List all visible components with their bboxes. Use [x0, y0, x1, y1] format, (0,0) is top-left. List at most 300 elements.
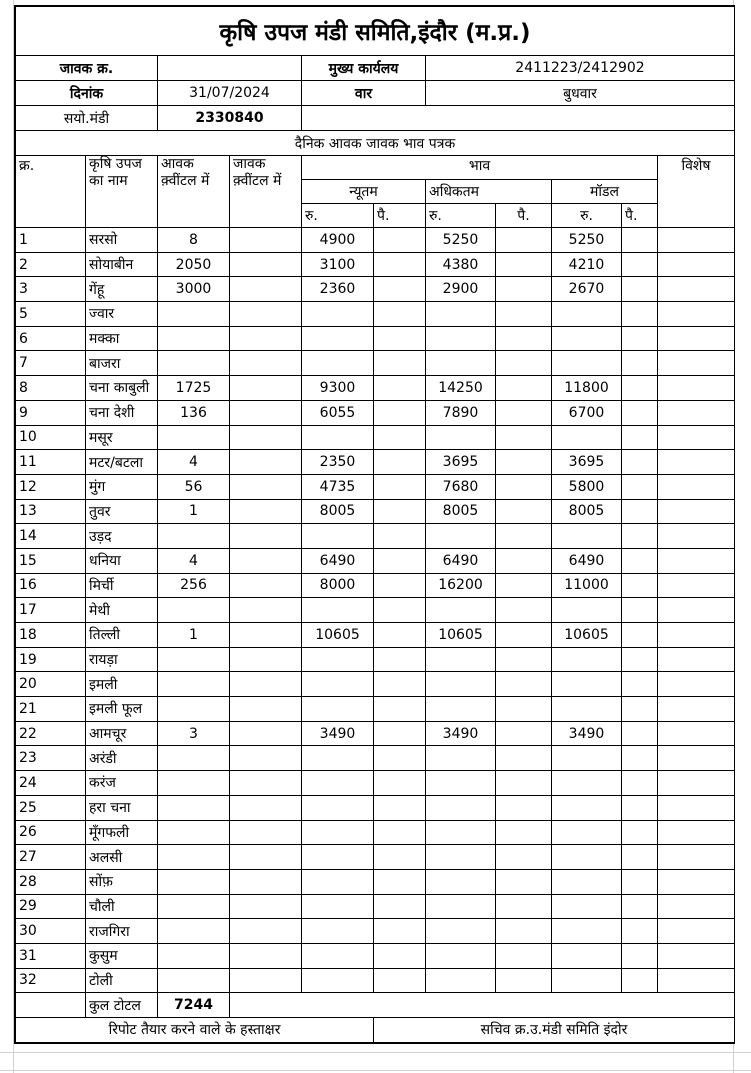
- row-min-rs[interactable]: [302, 771, 374, 796]
- row-produce-name[interactable]: कुसुम: [86, 943, 158, 968]
- row-remark[interactable]: [658, 499, 735, 524]
- row-model-paise[interactable]: [622, 820, 658, 845]
- row-max-paise[interactable]: [496, 302, 552, 327]
- row-sr[interactable]: 17: [16, 598, 86, 623]
- row-produce-name[interactable]: मिर्ची: [86, 573, 158, 598]
- row-max-paise[interactable]: [496, 573, 552, 598]
- row-min-rs[interactable]: [302, 894, 374, 919]
- row-min-paise[interactable]: [374, 326, 426, 351]
- row-remark[interactable]: [658, 869, 735, 894]
- row-min-rs[interactable]: [302, 647, 374, 672]
- row-model-paise[interactable]: [622, 623, 658, 648]
- row-max-rs[interactable]: [426, 425, 496, 450]
- row-remark[interactable]: [658, 746, 735, 771]
- row-produce-name[interactable]: चना देशी: [86, 400, 158, 425]
- row-max-paise[interactable]: [496, 721, 552, 746]
- row-model-paise[interactable]: [622, 524, 658, 549]
- row-model-paise[interactable]: [622, 721, 658, 746]
- row-model-rs[interactable]: [552, 795, 622, 820]
- row-sr[interactable]: 14: [16, 524, 86, 549]
- row-sr[interactable]: 13: [16, 499, 86, 524]
- row-max-rs[interactable]: [426, 820, 496, 845]
- row-min-paise[interactable]: [374, 795, 426, 820]
- row-remark[interactable]: [658, 277, 735, 302]
- row-model-paise[interactable]: [622, 450, 658, 475]
- row-min-rs[interactable]: 6055: [302, 400, 374, 425]
- row-dispatch[interactable]: [230, 277, 302, 302]
- row-min-paise[interactable]: [374, 968, 426, 993]
- row-remark[interactable]: [658, 771, 735, 796]
- row-sr[interactable]: 15: [16, 548, 86, 573]
- row-model-rs[interactable]: [552, 672, 622, 697]
- row-dispatch[interactable]: [230, 968, 302, 993]
- row-model-rs[interactable]: 6700: [552, 400, 622, 425]
- row-min-paise[interactable]: [374, 524, 426, 549]
- row-max-paise[interactable]: [496, 326, 552, 351]
- row-dispatch[interactable]: [230, 548, 302, 573]
- row-min-rs[interactable]: [302, 598, 374, 623]
- row-max-paise[interactable]: [496, 943, 552, 968]
- row-max-paise[interactable]: [496, 647, 552, 672]
- row-sr[interactable]: 28: [16, 869, 86, 894]
- row-arrival[interactable]: [158, 771, 230, 796]
- row-min-paise[interactable]: [374, 746, 426, 771]
- row-remark[interactable]: [658, 548, 735, 573]
- row-model-rs[interactable]: 5250: [552, 228, 622, 253]
- row-model-paise[interactable]: [622, 425, 658, 450]
- row-arrival[interactable]: 1: [158, 499, 230, 524]
- row-model-rs[interactable]: [552, 869, 622, 894]
- row-min-paise[interactable]: [374, 919, 426, 944]
- row-arrival[interactable]: 4: [158, 548, 230, 573]
- row-produce-name[interactable]: अलसी: [86, 845, 158, 870]
- row-max-paise[interactable]: [496, 351, 552, 376]
- row-remark[interactable]: [658, 894, 735, 919]
- row-sr[interactable]: 7: [16, 351, 86, 376]
- row-min-rs[interactable]: [302, 869, 374, 894]
- row-model-paise[interactable]: [622, 795, 658, 820]
- row-dispatch[interactable]: [230, 697, 302, 722]
- row-min-paise[interactable]: [374, 672, 426, 697]
- row-max-rs[interactable]: [426, 326, 496, 351]
- row-model-paise[interactable]: [622, 474, 658, 499]
- row-model-paise[interactable]: [622, 252, 658, 277]
- row-model-paise[interactable]: [622, 400, 658, 425]
- row-produce-name[interactable]: सोंफ़: [86, 869, 158, 894]
- row-model-rs[interactable]: [552, 845, 622, 870]
- row-remark[interactable]: [658, 598, 735, 623]
- row-model-rs[interactable]: [552, 943, 622, 968]
- row-arrival[interactable]: 3: [158, 721, 230, 746]
- row-model-paise[interactable]: [622, 302, 658, 327]
- row-sr[interactable]: 1: [16, 228, 86, 253]
- row-dispatch[interactable]: [230, 647, 302, 672]
- javak-value[interactable]: [158, 56, 302, 81]
- row-model-paise[interactable]: [622, 376, 658, 401]
- row-min-paise[interactable]: [374, 894, 426, 919]
- row-model-paise[interactable]: [622, 697, 658, 722]
- row-min-paise[interactable]: [374, 771, 426, 796]
- row-max-paise[interactable]: [496, 894, 552, 919]
- row-model-rs[interactable]: [552, 351, 622, 376]
- row-arrival[interactable]: 1: [158, 623, 230, 648]
- row-produce-name[interactable]: सोयाबीन: [86, 252, 158, 277]
- row-max-paise[interactable]: [496, 450, 552, 475]
- row-arrival[interactable]: [158, 326, 230, 351]
- row-min-rs[interactable]: 9300: [302, 376, 374, 401]
- row-min-rs[interactable]: 3100: [302, 252, 374, 277]
- row-remark[interactable]: [658, 697, 735, 722]
- row-min-paise[interactable]: [374, 376, 426, 401]
- row-max-paise[interactable]: [496, 672, 552, 697]
- row-model-paise[interactable]: [622, 499, 658, 524]
- row-min-rs[interactable]: [302, 820, 374, 845]
- row-min-paise[interactable]: [374, 252, 426, 277]
- row-produce-name[interactable]: मटर/बटला: [86, 450, 158, 475]
- row-max-rs[interactable]: [426, 746, 496, 771]
- row-max-rs[interactable]: 16200: [426, 573, 496, 598]
- row-min-rs[interactable]: 4735: [302, 474, 374, 499]
- row-model-paise[interactable]: [622, 228, 658, 253]
- row-model-paise[interactable]: [622, 351, 658, 376]
- row-max-paise[interactable]: [496, 400, 552, 425]
- row-max-rs[interactable]: 10605: [426, 623, 496, 648]
- row-remark[interactable]: [658, 450, 735, 475]
- row-produce-name[interactable]: ज्वार: [86, 302, 158, 327]
- row-model-rs[interactable]: [552, 326, 622, 351]
- row-model-paise[interactable]: [622, 869, 658, 894]
- row-dispatch[interactable]: [230, 919, 302, 944]
- row-min-paise[interactable]: [374, 450, 426, 475]
- row-model-rs[interactable]: 3490: [552, 721, 622, 746]
- row-min-rs[interactable]: [302, 943, 374, 968]
- row-arrival[interactable]: [158, 351, 230, 376]
- row-max-paise[interactable]: [496, 499, 552, 524]
- row-min-paise[interactable]: [374, 573, 426, 598]
- row-dispatch[interactable]: [230, 450, 302, 475]
- row-sr[interactable]: 10: [16, 425, 86, 450]
- row-model-rs[interactable]: [552, 425, 622, 450]
- row-sr[interactable]: 2: [16, 252, 86, 277]
- row-min-rs[interactable]: 6490: [302, 548, 374, 573]
- row-sr[interactable]: 30: [16, 919, 86, 944]
- row-min-paise[interactable]: [374, 548, 426, 573]
- row-produce-name[interactable]: अरंडी: [86, 746, 158, 771]
- row-sr[interactable]: 16: [16, 573, 86, 598]
- row-produce-name[interactable]: धनिया: [86, 548, 158, 573]
- row-model-paise[interactable]: [622, 548, 658, 573]
- row-dispatch[interactable]: [230, 376, 302, 401]
- row-dispatch[interactable]: [230, 598, 302, 623]
- row-dispatch[interactable]: [230, 771, 302, 796]
- row-arrival[interactable]: 256: [158, 573, 230, 598]
- row-model-rs[interactable]: [552, 771, 622, 796]
- row-model-rs[interactable]: [552, 894, 622, 919]
- row-model-paise[interactable]: [622, 672, 658, 697]
- row-min-rs[interactable]: [302, 845, 374, 870]
- row-arrival[interactable]: [158, 820, 230, 845]
- row-produce-name[interactable]: टोली: [86, 968, 158, 993]
- row-min-paise[interactable]: [374, 697, 426, 722]
- row-sr[interactable]: 3: [16, 277, 86, 302]
- row-dispatch[interactable]: [230, 820, 302, 845]
- row-min-rs[interactable]: [302, 968, 374, 993]
- row-max-paise[interactable]: [496, 820, 552, 845]
- row-min-paise[interactable]: [374, 721, 426, 746]
- row-max-rs[interactable]: [426, 894, 496, 919]
- date-value[interactable]: 31/07/2024: [158, 81, 302, 106]
- row-model-rs[interactable]: 10605: [552, 623, 622, 648]
- row-produce-name[interactable]: चना काबुली: [86, 376, 158, 401]
- row-max-rs[interactable]: [426, 845, 496, 870]
- row-max-rs[interactable]: [426, 869, 496, 894]
- row-dispatch[interactable]: [230, 845, 302, 870]
- row-arrival[interactable]: [158, 524, 230, 549]
- row-model-rs[interactable]: 8005: [552, 499, 622, 524]
- row-remark[interactable]: [658, 252, 735, 277]
- row-produce-name[interactable]: मसूर: [86, 425, 158, 450]
- row-model-rs[interactable]: [552, 598, 622, 623]
- row-max-paise[interactable]: [496, 548, 552, 573]
- day-value[interactable]: बुधवार: [426, 81, 735, 106]
- row-produce-name[interactable]: करंज: [86, 771, 158, 796]
- row-dispatch[interactable]: [230, 894, 302, 919]
- row-dispatch[interactable]: [230, 943, 302, 968]
- row-remark[interactable]: [658, 474, 735, 499]
- row-dispatch[interactable]: [230, 400, 302, 425]
- office-phone[interactable]: 2411223/2412902: [426, 56, 735, 81]
- row-dispatch[interactable]: [230, 869, 302, 894]
- row-sr[interactable]: 5: [16, 302, 86, 327]
- row-max-rs[interactable]: [426, 672, 496, 697]
- row-remark[interactable]: [658, 943, 735, 968]
- row-max-paise[interactable]: [496, 869, 552, 894]
- row-arrival[interactable]: [158, 697, 230, 722]
- row-min-paise[interactable]: [374, 623, 426, 648]
- row-min-rs[interactable]: 4900: [302, 228, 374, 253]
- row-dispatch[interactable]: [230, 795, 302, 820]
- row-min-rs[interactable]: [302, 326, 374, 351]
- row-model-rs[interactable]: [552, 919, 622, 944]
- row-dispatch[interactable]: [230, 351, 302, 376]
- row-min-paise[interactable]: [374, 351, 426, 376]
- row-remark[interactable]: [658, 376, 735, 401]
- row-min-rs[interactable]: [302, 351, 374, 376]
- row-arrival[interactable]: [158, 894, 230, 919]
- row-sr[interactable]: 26: [16, 820, 86, 845]
- row-dispatch[interactable]: [230, 573, 302, 598]
- row-max-rs[interactable]: [426, 302, 496, 327]
- row-model-paise[interactable]: [622, 771, 658, 796]
- row-max-paise[interactable]: [496, 228, 552, 253]
- row-min-rs[interactable]: [302, 697, 374, 722]
- row-arrival[interactable]: [158, 746, 230, 771]
- row-dispatch[interactable]: [230, 623, 302, 648]
- row-max-rs[interactable]: 14250: [426, 376, 496, 401]
- row-max-paise[interactable]: [496, 919, 552, 944]
- row-model-paise[interactable]: [622, 845, 658, 870]
- row-remark[interactable]: [658, 968, 735, 993]
- row-max-paise[interactable]: [496, 277, 552, 302]
- row-model-rs[interactable]: [552, 302, 622, 327]
- row-arrival[interactable]: 4: [158, 450, 230, 475]
- row-remark[interactable]: [658, 845, 735, 870]
- row-min-paise[interactable]: [374, 869, 426, 894]
- row-arrival[interactable]: [158, 845, 230, 870]
- row-arrival[interactable]: [158, 425, 230, 450]
- row-sr[interactable]: 25: [16, 795, 86, 820]
- row-min-paise[interactable]: [374, 228, 426, 253]
- row-model-paise[interactable]: [622, 598, 658, 623]
- row-min-paise[interactable]: [374, 647, 426, 672]
- row-model-paise[interactable]: [622, 277, 658, 302]
- row-min-rs[interactable]: [302, 425, 374, 450]
- row-dispatch[interactable]: [230, 228, 302, 253]
- row-max-paise[interactable]: [496, 524, 552, 549]
- row-model-paise[interactable]: [622, 943, 658, 968]
- row-min-paise[interactable]: [374, 400, 426, 425]
- row-model-rs[interactable]: 2670: [552, 277, 622, 302]
- row-produce-name[interactable]: मक्का: [86, 326, 158, 351]
- row-model-paise[interactable]: [622, 919, 658, 944]
- row-arrival[interactable]: [158, 647, 230, 672]
- row-dispatch[interactable]: [230, 746, 302, 771]
- row-max-rs[interactable]: 3490: [426, 721, 496, 746]
- row-model-paise[interactable]: [622, 968, 658, 993]
- row-min-rs[interactable]: 3490: [302, 721, 374, 746]
- row-max-rs[interactable]: 2900: [426, 277, 496, 302]
- row-sr[interactable]: 9: [16, 400, 86, 425]
- row-max-rs[interactable]: 4380: [426, 252, 496, 277]
- row-model-rs[interactable]: [552, 820, 622, 845]
- row-max-rs[interactable]: 8005: [426, 499, 496, 524]
- row-remark[interactable]: [658, 302, 735, 327]
- row-dispatch[interactable]: [230, 672, 302, 697]
- row-max-paise[interactable]: [496, 746, 552, 771]
- row-model-rs[interactable]: [552, 746, 622, 771]
- row-remark[interactable]: [658, 919, 735, 944]
- row-max-paise[interactable]: [496, 623, 552, 648]
- row-max-rs[interactable]: [426, 943, 496, 968]
- row-sr[interactable]: 23: [16, 746, 86, 771]
- row-arrival[interactable]: 8: [158, 228, 230, 253]
- row-arrival[interactable]: 56: [158, 474, 230, 499]
- row-max-paise[interactable]: [496, 795, 552, 820]
- row-min-rs[interactable]: 8000: [302, 573, 374, 598]
- row-remark[interactable]: [658, 400, 735, 425]
- row-sr[interactable]: 24: [16, 771, 86, 796]
- row-min-rs[interactable]: 8005: [302, 499, 374, 524]
- row-min-paise[interactable]: [374, 277, 426, 302]
- row-remark[interactable]: [658, 795, 735, 820]
- row-max-paise[interactable]: [496, 771, 552, 796]
- row-max-rs[interactable]: [426, 968, 496, 993]
- row-max-paise[interactable]: [496, 845, 552, 870]
- row-remark[interactable]: [658, 326, 735, 351]
- row-max-rs[interactable]: [426, 598, 496, 623]
- row-min-rs[interactable]: 2350: [302, 450, 374, 475]
- row-remark[interactable]: [658, 623, 735, 648]
- row-model-rs[interactable]: 3695: [552, 450, 622, 475]
- row-min-rs[interactable]: 2360: [302, 277, 374, 302]
- row-sr[interactable]: 11: [16, 450, 86, 475]
- row-produce-name[interactable]: तिल्ली: [86, 623, 158, 648]
- row-max-rs[interactable]: 7680: [426, 474, 496, 499]
- row-max-paise[interactable]: [496, 425, 552, 450]
- row-sr[interactable]: 21: [16, 697, 86, 722]
- row-produce-name[interactable]: हरा चना: [86, 795, 158, 820]
- row-arrival[interactable]: [158, 869, 230, 894]
- row-model-paise[interactable]: [622, 894, 658, 919]
- row-remark[interactable]: [658, 573, 735, 598]
- row-model-rs[interactable]: [552, 968, 622, 993]
- row-arrival[interactable]: [158, 598, 230, 623]
- row-model-rs[interactable]: 6490: [552, 548, 622, 573]
- row-produce-name[interactable]: आमचूर: [86, 721, 158, 746]
- row-arrival[interactable]: [158, 672, 230, 697]
- row-remark[interactable]: [658, 524, 735, 549]
- row-max-rs[interactable]: 6490: [426, 548, 496, 573]
- row-min-rs[interactable]: [302, 746, 374, 771]
- row-produce-name[interactable]: उड़द: [86, 524, 158, 549]
- row-model-paise[interactable]: [622, 573, 658, 598]
- row-dispatch[interactable]: [230, 252, 302, 277]
- row-min-paise[interactable]: [374, 499, 426, 524]
- row-produce-name[interactable]: तुवर: [86, 499, 158, 524]
- total-value[interactable]: 7244: [158, 993, 230, 1018]
- row-remark[interactable]: [658, 672, 735, 697]
- row-model-paise[interactable]: [622, 647, 658, 672]
- row-arrival[interactable]: 1725: [158, 376, 230, 401]
- row-dispatch[interactable]: [230, 425, 302, 450]
- row-max-paise[interactable]: [496, 968, 552, 993]
- row-remark[interactable]: [658, 647, 735, 672]
- row-arrival[interactable]: [158, 943, 230, 968]
- row-remark[interactable]: [658, 721, 735, 746]
- row-dispatch[interactable]: [230, 326, 302, 351]
- row-max-paise[interactable]: [496, 376, 552, 401]
- row-max-rs[interactable]: [426, 771, 496, 796]
- row-max-rs[interactable]: [426, 697, 496, 722]
- row-produce-name[interactable]: सरसो: [86, 228, 158, 253]
- row-sr[interactable]: 20: [16, 672, 86, 697]
- row-sr[interactable]: 32: [16, 968, 86, 993]
- row-produce-name[interactable]: राजगिरा: [86, 919, 158, 944]
- row-arrival[interactable]: 136: [158, 400, 230, 425]
- row-sr[interactable]: 8: [16, 376, 86, 401]
- row-max-rs[interactable]: 7890: [426, 400, 496, 425]
- row-sr[interactable]: 12: [16, 474, 86, 499]
- row-min-rs[interactable]: [302, 302, 374, 327]
- row-arrival[interactable]: [158, 302, 230, 327]
- row-sr[interactable]: 22: [16, 721, 86, 746]
- row-remark[interactable]: [658, 351, 735, 376]
- row-model-paise[interactable]: [622, 326, 658, 351]
- row-max-paise[interactable]: [496, 252, 552, 277]
- row-max-paise[interactable]: [496, 598, 552, 623]
- row-min-rs[interactable]: [302, 795, 374, 820]
- row-min-paise[interactable]: [374, 302, 426, 327]
- row-sr[interactable]: 18: [16, 623, 86, 648]
- row-model-rs[interactable]: 11800: [552, 376, 622, 401]
- row-model-rs[interactable]: [552, 697, 622, 722]
- row-min-rs[interactable]: [302, 672, 374, 697]
- row-max-rs[interactable]: [426, 351, 496, 376]
- row-arrival[interactable]: [158, 919, 230, 944]
- row-model-rs[interactable]: [552, 647, 622, 672]
- row-sr[interactable]: 6: [16, 326, 86, 351]
- row-model-rs[interactable]: 11000: [552, 573, 622, 598]
